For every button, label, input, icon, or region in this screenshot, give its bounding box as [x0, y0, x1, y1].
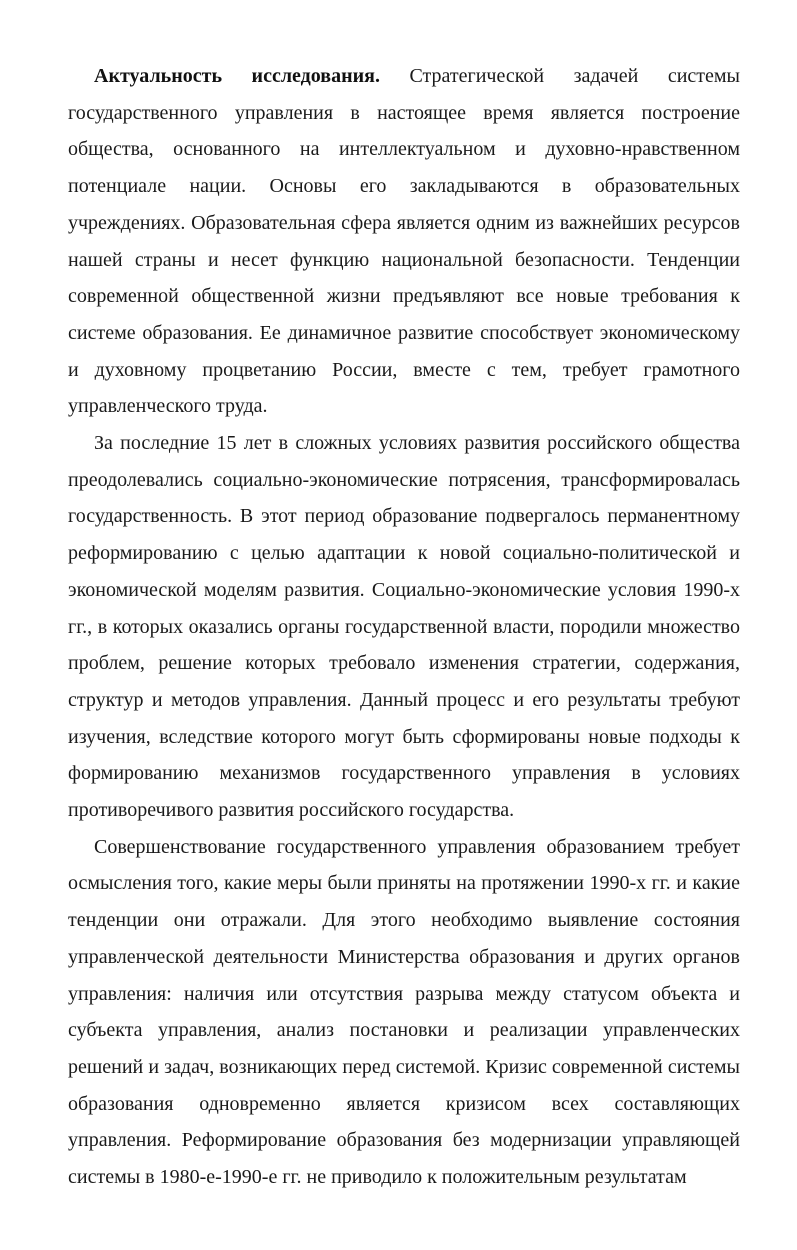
paragraph-text: Совершенствование государственного управления образованием требует осмысления того, какие меры были приняты на протяжении 1990-х гг. и какие тенденции они отражали. Для этого необходимо выявление состояния управленческой деятельности Министерства образования и других органов управления: наличия или отсутствия разрыва между статусом объекта и субъекта управления, анализ постановки и реализации управленческих решений и задач, возникающих перед системой. Кризис современной системы образования одновременно является кризисом всех составляющих управления. Реформирование образования без модернизации управляющей системы в 1980-е-1990-е гг. не приводило к положительным результатам [68, 835, 740, 1189]
paragraph-improvement [68, 829, 740, 1196]
paragraph-reforms [68, 425, 740, 829]
paragraph-relevance [68, 58, 740, 425]
paragraph-text: За последние 15 лет в сложных условиях развития российского общества преодолевались социально-экономические потрясения, трансформировалась государственность. В этот период образование подвергалось перманентному реформированию с целью адаптации к новой социально-политической и экономической моделям развития. Социально-экономические условия 1990-х гг., в которых оказались органы государственной власти, породили множество проблем, решение которых требовало изменения стратегии, содержания, структур и методов управления. Данный процесс и его результаты требуют изучения, вследствие которого могут быть сформированы новые подходы к формированию механизмов государственного управления в условиях противоречивого развития российского государства. [68, 432, 740, 822]
paragraph-text: Стратегической задачей системы государственного управления в настоящее время является построение общества, основанного на интеллектуальном и духовно-нравственном потенциале нации. Основы его закладываются в образовательных учреждениях. Образовательная сфера является одним из важнейших ресурсов нашей страны и несет функцию национальной безопасности. Тенденции современной общественной жизни предъявляют все новые требования к системе образования. Ее динамичное развитие способствует экономическому и духовному процветанию России, вместе с тем, требует грамотного управленческого труда. [68, 65, 740, 418]
document-body [68, 58, 740, 1196]
paragraph-lead-heading: Актуальность исследования. [94, 65, 380, 87]
